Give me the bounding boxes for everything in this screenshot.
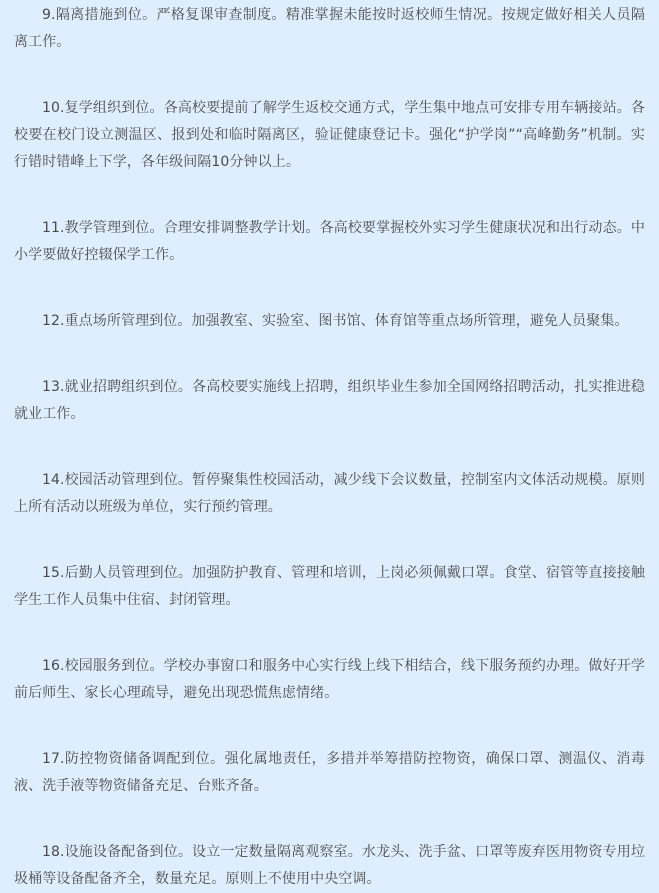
paragraph-item-9: 9.隔离措施到位。严格复课审查制度。精准掌握未能按时返校师生情况。按规定做好相关人员隔离工作。 (14, 7, 645, 50)
paragraph-item-18: 18.设施设备配备到位。设立一定数量隔离观察室。水龙头、洗手盆、口罩等废弃医用物资专用垃圾桶等设备配备齐全，数量充足。原则上不使用中央空调。 (14, 844, 645, 887)
paragraph-item-13: 13.就业招聘组织到位。各高校要实施线上招聘，组织毕业生参加全国网络招聘活动，扎实推进稳就业工作。 (14, 379, 645, 422)
paragraph-item-14: 14.校园活动管理到位。暂停聚集性校园活动，减少线下会议数量，控制室内文体活动规模。原则上所有活动以班级为单位，实行预约管理。 (14, 472, 645, 515)
paragraph-item-16: 16.校园服务到位。学校办事窗口和服务中心实行线上线下相结合，线下服务预约办理。做好开学前后师生、家长心理疏导，避免出现恐慌焦虑情绪。 (14, 658, 645, 701)
paragraph-item-11: 11.教学管理到位。合理安排调整教学计划。各高校要掌握校外实习学生健康状况和出行动态。中小学要做好控辍保学工作。 (14, 220, 645, 263)
paragraph-item-17: 17.防控物资储备调配到位。强化属地责任，多措并举筹措防控物资，确保口罩、测温仪、消毒液、洗手液等物资储备充足、台账齐备。 (14, 751, 645, 794)
paragraph-item-15: 15.后勤人员管理到位。加强防护教育、管理和培训，上岗必须佩戴口罩。食堂、宿管等直接接触学生工作人员集中住宿、封闭管理。 (14, 565, 645, 608)
paragraph-item-10: 10.复学组织到位。各高校要提前了解学生返校交通方式，学生集中地点可安排专用车辆接站。各校要在校门设立测温区、报到处和临时隔离区，验证健康登记卡。强化“护学岗”“高峰勤务”机制。实行错时错峰上下学，各年级间隔10分钟以上。 (14, 100, 645, 170)
paragraph-item-12: 12.重点场所管理到位。加强教室、实验室、图书馆、体育馆等重点场所管理，避免人员聚集。 (42, 313, 629, 329)
